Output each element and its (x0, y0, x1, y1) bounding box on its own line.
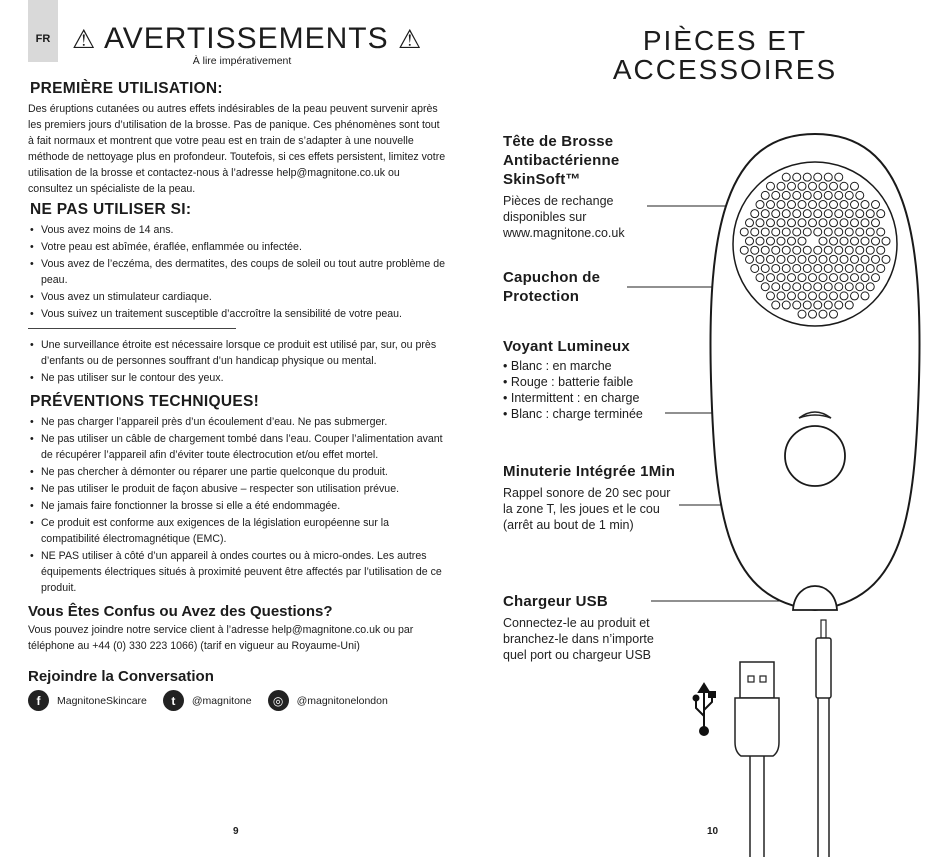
bristle (740, 228, 748, 236)
bristle (814, 210, 822, 218)
bristle (819, 237, 827, 245)
bristle (809, 219, 817, 227)
bristle (756, 274, 764, 282)
usb-symbol-icon (694, 684, 716, 735)
bristle (798, 292, 806, 300)
bristle (788, 255, 796, 263)
bristle (803, 283, 811, 291)
bristle (866, 210, 874, 218)
bristle (803, 173, 811, 181)
bristle (882, 255, 890, 263)
bristle (798, 310, 806, 318)
bristle (793, 246, 801, 254)
language-tab: FR (28, 0, 58, 62)
bristle (788, 292, 796, 300)
bristle (814, 173, 822, 181)
bristle (767, 292, 775, 300)
bristle (809, 255, 817, 263)
bristle (851, 219, 859, 227)
bristle (756, 201, 764, 209)
bristle (793, 173, 801, 181)
bristle (840, 182, 848, 190)
bristle (777, 255, 785, 263)
bristle (761, 283, 769, 291)
bristle (840, 201, 848, 209)
bristle (845, 283, 853, 291)
precautions-list (28, 414, 446, 596)
bristle (793, 191, 801, 199)
bristle (845, 210, 853, 218)
warning-icon: ⚠ (72, 24, 97, 54)
bristle (866, 264, 874, 272)
bristle (872, 219, 880, 227)
bristle (772, 264, 780, 272)
bristle (788, 237, 796, 245)
usb-pin (748, 676, 754, 682)
first-use-heading: PREMIÈRE UTILISATION: (30, 80, 223, 97)
list-item: • Vous avez un stimulateur cardiaque. (28, 289, 446, 305)
bristle (767, 201, 775, 209)
bristle (751, 210, 759, 218)
bristle (830, 255, 838, 263)
bristle (777, 274, 785, 282)
bristle (798, 182, 806, 190)
bristle (882, 237, 890, 245)
timer-title: Minuterie Intégrée 1Min (503, 463, 676, 480)
list-item: • Ne pas charger l’appareil près d’un écoulement d’eau. Ne pas submerger. (28, 414, 446, 430)
bristle (782, 246, 790, 254)
usb-desc: Connectez-le au produit et branchez-le dans n’importe quel port ou chargeur USB (503, 616, 654, 662)
bristle (798, 219, 806, 227)
bristle (835, 264, 843, 272)
bristle (814, 191, 822, 199)
bristle (803, 301, 811, 309)
bristle (782, 301, 790, 309)
bristle (793, 264, 801, 272)
usb-housing (735, 698, 779, 756)
list-item: • Ne pas utiliser sur le contour des yeux. (28, 370, 446, 386)
list-item: • Ne pas chercher à démonter ou réparer une partie quelconque du produit. (28, 464, 446, 480)
bristle (777, 182, 785, 190)
bristle (809, 310, 817, 318)
bristle (877, 246, 885, 254)
indicator-label (503, 337, 683, 422)
bristle (751, 264, 759, 272)
bristle (830, 201, 838, 209)
bristle (777, 219, 785, 227)
bristle (814, 301, 822, 309)
list-item: • Vous avez de l’eczéma, des dermatites, des coups de soleil ou tout autre problème de peau. (28, 256, 446, 288)
social-label: @magnitonelondon (296, 694, 388, 707)
usb-title: Chargeur USB (503, 593, 608, 610)
page-number: 10 (707, 826, 719, 837)
bristle (814, 283, 822, 291)
bristle (872, 201, 880, 209)
timer-desc: Rappel sonore de 20 sec pour la zone T, les joues et le cou (arrêt au bout de 1 min) (503, 486, 671, 532)
bristle (777, 237, 785, 245)
bristle (856, 210, 864, 218)
bristle (761, 264, 769, 272)
bristle (746, 237, 754, 245)
bristle (866, 283, 874, 291)
bristle (798, 237, 806, 245)
bristle (835, 301, 843, 309)
bristle (824, 228, 832, 236)
bristle (767, 237, 775, 245)
bristle (793, 228, 801, 236)
bristle (809, 274, 817, 282)
bristle (840, 237, 848, 245)
bristle (782, 173, 790, 181)
bristle (835, 283, 843, 291)
facebook-icon: f (28, 690, 49, 711)
bristle (824, 264, 832, 272)
list-item: • NE PAS utiliser à côté d’un appareil à ondes courtes ou à micro-ondes. Les autres équipements électriques situés à proximité peuvent être affectés par l’utilisation de ce produit. (28, 548, 446, 596)
bristle (830, 274, 838, 282)
social-label: MagnitoneSkincare (57, 694, 147, 707)
bristle (803, 246, 811, 254)
bristle (856, 191, 864, 199)
bristle (856, 228, 864, 236)
bristle (761, 210, 769, 218)
instagram-icon: ◎ (268, 690, 289, 711)
bristle (767, 219, 775, 227)
bristle (851, 292, 859, 300)
bristle (845, 264, 853, 272)
bristle (824, 210, 832, 218)
usb-label (503, 592, 678, 663)
bristle (761, 228, 769, 236)
bristle (809, 201, 817, 209)
social-label: @magnitone (191, 694, 252, 707)
bristle (840, 219, 848, 227)
bristle (861, 219, 869, 227)
do-not-use-heading: NE PAS UTILISER SI: (30, 201, 192, 218)
power-button (785, 426, 845, 486)
indicator-title: Voyant Lumineux (503, 338, 630, 355)
join-heading: Rejoindre la Conversation (28, 668, 214, 685)
list-item: • Ne pas utiliser le produit de façon abusive – respecter son utilisation prévue. (28, 481, 446, 497)
bristle (851, 182, 859, 190)
list-item: • Ne jamais faire fonctionner la brosse si elle a été endommagée. (28, 498, 446, 514)
social-instagram[interactable] (268, 690, 388, 711)
indicator-list (503, 358, 683, 422)
list-item: • Ne pas utiliser un câble de chargement tombé dans l’eau. Couper l’alimentation avant de récupérer l’appareil afin d’éviter toute électrocution et/ou effet mortel. (28, 431, 446, 463)
supervision-list (28, 337, 446, 386)
right-page (475, 0, 950, 857)
bristle (851, 201, 859, 209)
brush-head-desc: Pièces de rechange disponibles sur www.magnitone.co.uk (503, 194, 625, 240)
cap-label (503, 268, 623, 306)
bristle (772, 283, 780, 291)
first-use-text: Des éruptions cutanées ou autres effets indésirables de la peau peuvent survenir après les premiers jours d’utilisation de la brosse. Pas de panique. Ces phénomènes sont tout à fait normaux et montrent que votre peau est en train de s’adapter à une nouvelle méthode de nettoyage plus en profondeur. Toutefois, si ces effets persistent, limitez votre utilisation de la brosse et contactez-nous à l’adresse help@magnitone.co.uk ou consultez un spécialiste de la peau. (28, 103, 446, 195)
bristle (830, 237, 838, 245)
bristle (772, 210, 780, 218)
cap-title: Capuchon de Protection (503, 269, 601, 305)
bristle (819, 201, 827, 209)
bristle (809, 182, 817, 190)
bristle (866, 228, 874, 236)
parts-title-line1: PIÈCES ET (642, 25, 808, 56)
precautions-heading: PRÉVENTIONS TECHNIQUES! (30, 393, 260, 410)
bristle (788, 274, 796, 282)
bristle (761, 246, 769, 254)
bristle (872, 274, 880, 282)
bristle (793, 283, 801, 291)
bristle (866, 246, 874, 254)
bristle (830, 310, 838, 318)
warnings-title (72, 22, 423, 56)
bristle (861, 237, 869, 245)
bristle (793, 301, 801, 309)
bristle (851, 255, 859, 263)
bristle (845, 301, 853, 309)
do-not-use-list (28, 222, 446, 322)
bristle (824, 191, 832, 199)
bristle (835, 228, 843, 236)
bristle (877, 228, 885, 236)
bristle (767, 182, 775, 190)
bristle (803, 191, 811, 199)
bristle (751, 228, 759, 236)
bristle (803, 228, 811, 236)
bristle (777, 292, 785, 300)
bristle (877, 264, 885, 272)
list-item: • Rouge : batterie faible (503, 374, 683, 390)
bristle (835, 246, 843, 254)
bristle (872, 237, 880, 245)
bristle (840, 255, 848, 263)
brush-head-title: Tête de Brosse Antibactérienne SkinSoft™ (503, 133, 620, 188)
bristle (782, 191, 790, 199)
bristle (798, 274, 806, 282)
bristle (835, 210, 843, 218)
bristle (761, 191, 769, 199)
list-item: • Blanc : charge terminée (503, 406, 683, 422)
bristle (861, 274, 869, 282)
twitter-icon: t (163, 690, 184, 711)
usb-pin (760, 676, 766, 682)
bristle (830, 182, 838, 190)
list-item: • Intermittent : en charge (503, 390, 683, 406)
bristle (788, 201, 796, 209)
bristle (819, 182, 827, 190)
bristle (756, 255, 764, 263)
bristle (798, 201, 806, 209)
warnings-title-text: AVERTISSEMENTS (104, 22, 389, 55)
plug-body (816, 638, 831, 698)
plug-tip (821, 620, 826, 638)
warnings-subtitle: À lire impérativement (192, 55, 292, 67)
bristle (861, 255, 869, 263)
bristle (782, 283, 790, 291)
bristle (772, 191, 780, 199)
social-twitter[interactable] (163, 690, 252, 711)
bristle (803, 264, 811, 272)
warnings-content (28, 80, 446, 711)
list-item: • Blanc : en marche (503, 358, 683, 374)
bristle (819, 274, 827, 282)
list-item: • Vous avez moins de 14 ans. (28, 222, 446, 238)
parts-title-line2: ACCESSOIRES (612, 54, 838, 85)
bristle (845, 246, 853, 254)
timer-label (503, 462, 678, 533)
list-item: • Une surveillance étroite est nécessaire lorsque ce produit est utilisé par, sur, ou près d’enfants ou de personnes souffrant d’un handicap physique ou mental. (28, 337, 446, 369)
bristle (772, 301, 780, 309)
bristle (788, 219, 796, 227)
bristle (740, 246, 748, 254)
list-item: • Votre peau est abîmée, éraflée, enflammée ou infectée. (28, 239, 446, 255)
bristle (767, 255, 775, 263)
bristle (835, 191, 843, 199)
bristle (782, 210, 790, 218)
bristle (803, 210, 811, 218)
bristle (809, 292, 817, 300)
list-item: • Ce produit est conforme aux exigences de la législation européenne sur la compatibilité électromagnétique (EMC). (28, 515, 446, 547)
bristle (782, 264, 790, 272)
bristle (840, 292, 848, 300)
bristle (861, 292, 869, 300)
bristle (746, 219, 754, 227)
page-number: 9 (233, 826, 239, 837)
bristle (819, 310, 827, 318)
bristle (824, 301, 832, 309)
questions-heading: Vous Êtes Confus ou Avez des Questions? (28, 603, 333, 620)
bristle (814, 228, 822, 236)
bristle (751, 246, 759, 254)
bristle (824, 173, 832, 181)
usb-connector (740, 662, 774, 698)
bristle (845, 191, 853, 199)
bristle (756, 219, 764, 227)
bristle (856, 283, 864, 291)
bristle (824, 246, 832, 254)
bristle (856, 264, 864, 272)
bristle (788, 182, 796, 190)
section-divider (28, 328, 236, 329)
brush-head-label (503, 132, 643, 241)
social-links (28, 690, 446, 711)
bristle (840, 274, 848, 282)
bristle (845, 228, 853, 236)
bristle (814, 264, 822, 272)
bristle (798, 255, 806, 263)
bristle (814, 246, 822, 254)
bristle (872, 255, 880, 263)
bristle (782, 228, 790, 236)
bristle (824, 283, 832, 291)
bristle (819, 255, 827, 263)
bristle (819, 292, 827, 300)
bristle (772, 246, 780, 254)
warning-icon: ⚠ (397, 24, 423, 54)
questions-text: Vous pouvez joindre notre service client à l’adresse help@magnitone.co.uk ou par téléphone au +44 (0) 330 223 1066) (tarif en vigueur au Royaume-Uni) (28, 624, 414, 652)
bristle (830, 292, 838, 300)
bristle (861, 201, 869, 209)
bristle (877, 210, 885, 218)
social-facebook[interactable] (28, 690, 147, 711)
bristle (772, 228, 780, 236)
device-illustration (475, 0, 950, 857)
bristle (756, 237, 764, 245)
list-item: • Vous suivez un traitement susceptible d’accroître la sensibilité de votre peau. (28, 306, 446, 322)
bristle (777, 201, 785, 209)
bristle (830, 219, 838, 227)
bristle (746, 255, 754, 263)
bristle (767, 274, 775, 282)
bristle (856, 246, 864, 254)
bristle (819, 219, 827, 227)
bristle (851, 237, 859, 245)
bristle (835, 173, 843, 181)
bristle (851, 274, 859, 282)
bristle (793, 210, 801, 218)
